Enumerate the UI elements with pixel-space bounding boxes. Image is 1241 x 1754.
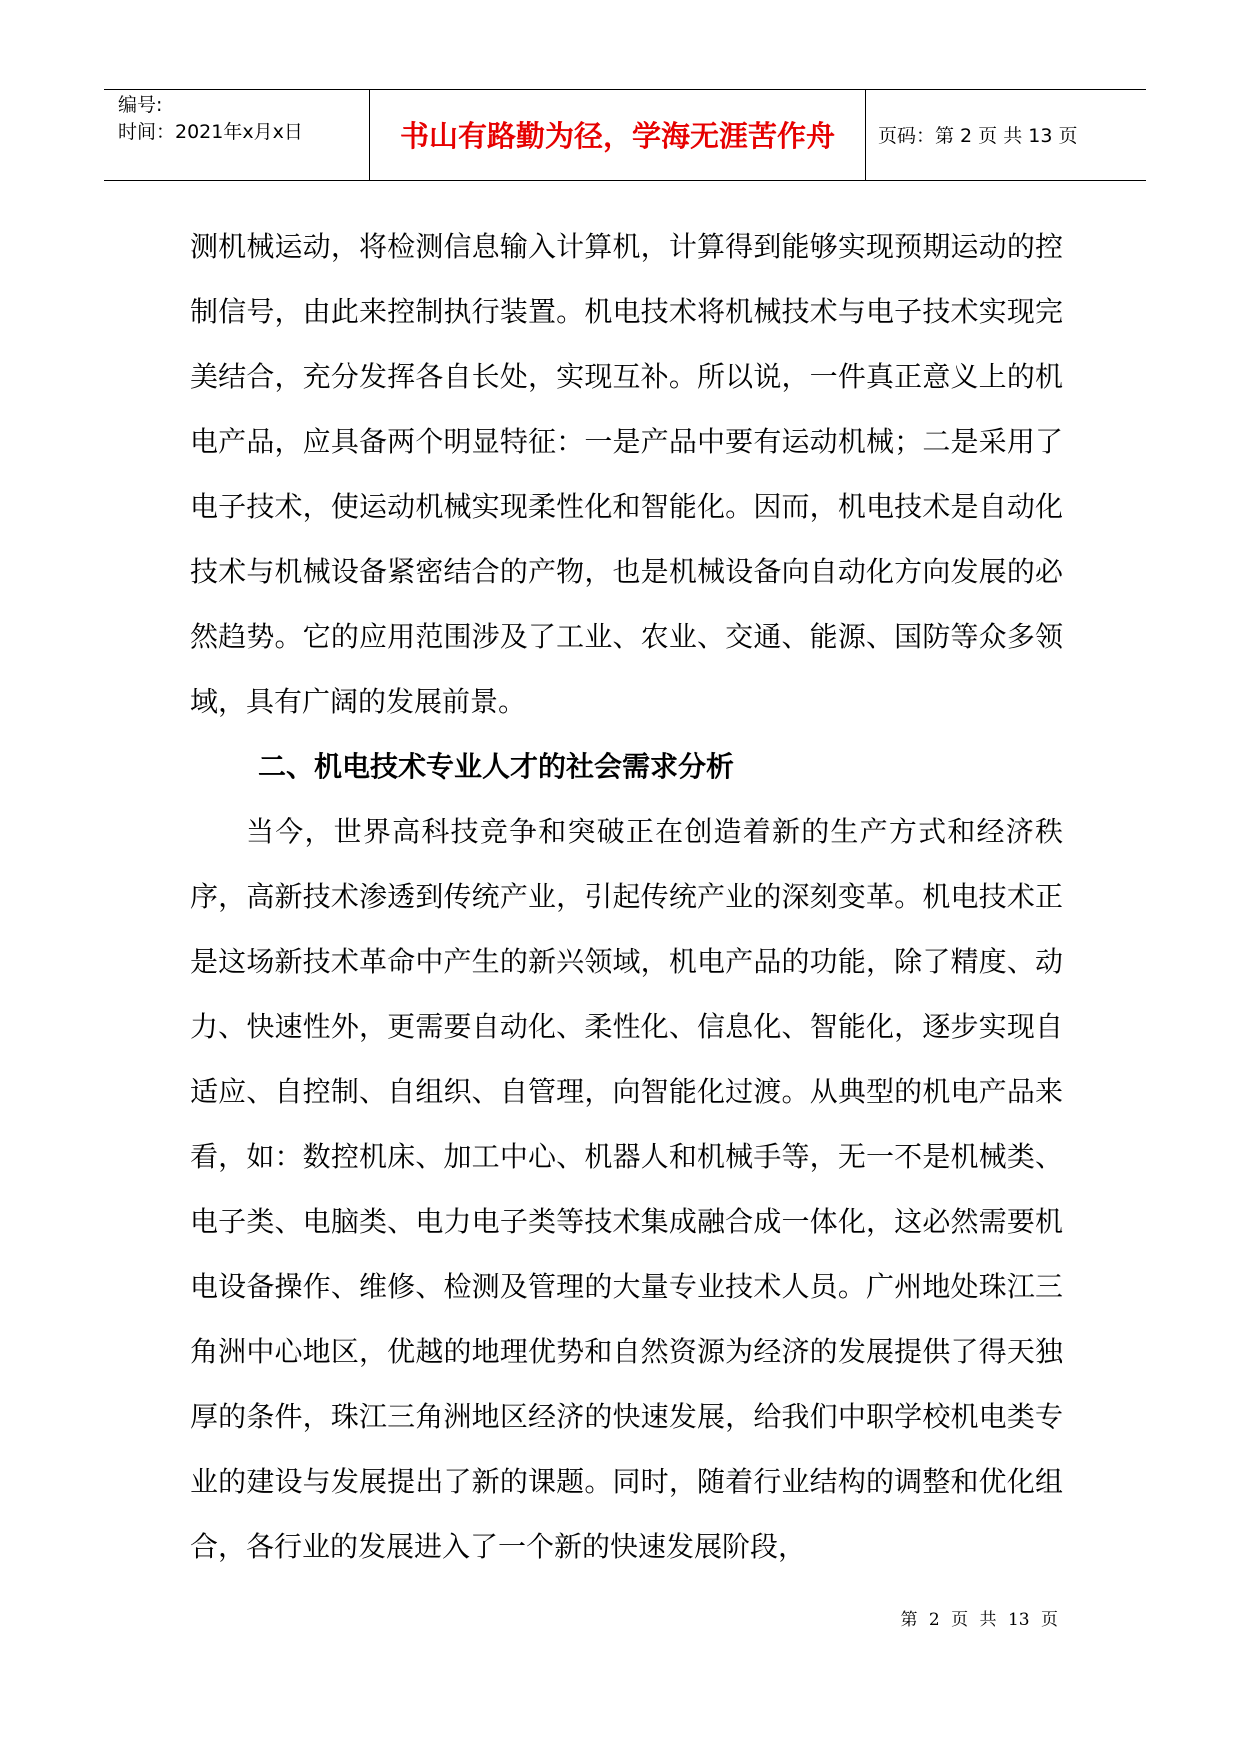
- page-header: [104, 89, 1146, 181]
- header-motto: 书山有路勤为径，学海无涯苦作舟: [370, 90, 866, 180]
- paragraph-continued: 测机械运动，将检测信息输入计算机，计算得到能够实现预期运动的控制信号，由此来控制执行装置。机电技术将机械技术与电子技术实现完美结合，充分发挥各自长处，实现互补。所以说，一件真正意义上的机电产品，应具备两个明显特征：一是产品中要有运动机械；二是采用了电子技术，使运动机械实现柔性化和智能化。因而，机电技术是自动化技术与机械设备紧密结合的产物，也是机械设备向自动化方向发展的必然趋势。它的应用范围涉及了工业、农业、交通、能源、国防等众多领域，具有广阔的发展前景。: [190, 230, 1063, 718]
- serial-number-label: 编号:: [118, 94, 163, 116]
- header-info-cell: [104, 90, 370, 180]
- header-page-info: 页码：第 2 页 共 13 页: [878, 125, 1078, 147]
- date-label: 时间：2021年x月x日: [118, 121, 303, 143]
- document-body: [190, 214, 1063, 1579]
- section-heading: 二、机电技术专业人才的社会需求分析: [258, 750, 735, 783]
- page-footer: 第 2 页 共 13 页: [900, 1610, 1058, 1630]
- paragraph: 当今，世界高科技竞争和突破正在创造着新的生产方式和经济秩序，高新技术渗透到传统产业，引起传统产业的深刻变革。机电技术正是这场新技术革命中产生的新兴领域，机电产品的功能，除了精度、动力、快速性外，更需要自动化、柔性化、信息化、智能化，逐步实现自适应、自控制、自组织、自管理，向智能化过渡。从典型的机电产品来看，如：数控机床、加工中心、机器人和机械手等，无一不是机械类、电子类、电脑类、电力电子类等技术集成融合成一体化，这必然需要机电设备操作、维修、检测及管理的大量专业技术人员。广州地处珠江三角洲中心地区，优越的地理优势和自然资源为经济的发展提供了得天独厚的条件，珠江三角洲地区经济的快速发展，给我们中职学校机电类专业的建设与发展提出了新的课题。同时，随着行业结构的调整和优化组合，各行业的发展进入了一个新的快速发展阶段，: [190, 815, 1063, 1563]
